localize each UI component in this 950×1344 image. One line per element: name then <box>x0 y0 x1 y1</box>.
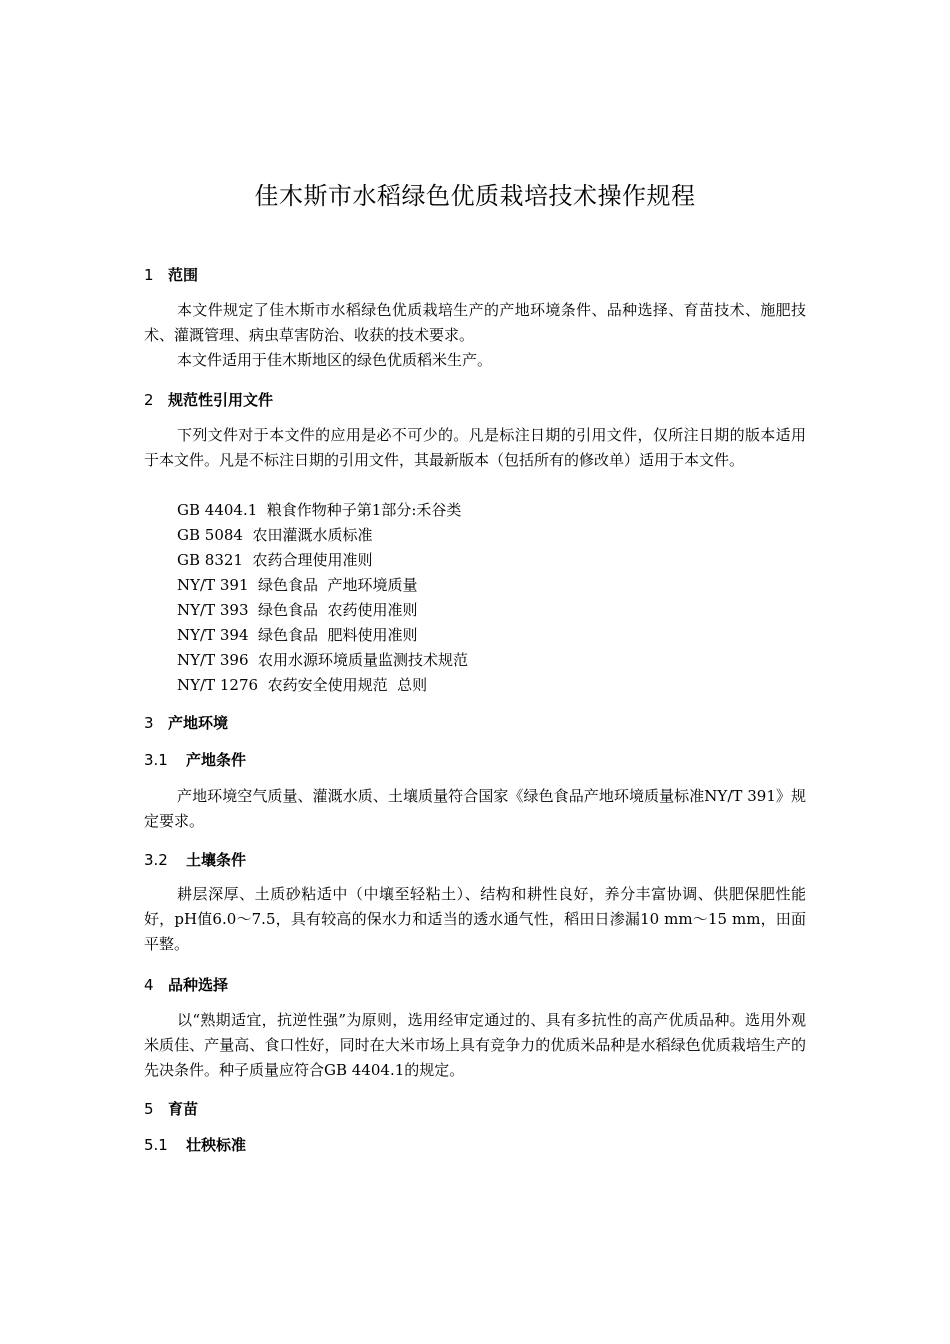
section-number: 4 <box>144 976 154 994</box>
reference-item: NY/T 1276 农药安全使用规范 总则 <box>177 676 428 694</box>
section-title: 育苗 <box>168 1100 199 1118</box>
section-5-heading <box>144 1098 198 1119</box>
section-title: 产地环境 <box>168 714 229 732</box>
section-title: 品种选择 <box>168 976 229 994</box>
section-4-heading <box>144 974 228 995</box>
reference-item: NY/T 391 绿色食品 产地环境质量 <box>177 576 418 594</box>
section-number: 3.2 <box>144 851 168 869</box>
reference-item: NY/T 394 绿色食品 肥料使用准则 <box>177 626 418 644</box>
section-2-heading <box>144 389 273 410</box>
section-title: 产地条件 <box>186 751 247 769</box>
section-title: 土壤条件 <box>186 851 247 869</box>
reference-item: GB 4404.1 粮食作物种子第1部分:禾谷类 <box>177 501 462 519</box>
section-1-paragraph-1: 本文件规定了佳木斯市水稻绿色优质栽培生产的产地环境条件、品种选择、育苗技术、施肥技术、灌溉管理、病虫草害防治、收获的技术要求。 <box>144 301 806 344</box>
section-5-1-heading <box>144 1134 246 1155</box>
section-3-2-paragraph: 耕层深厚、土质砂粘适中（中壤至轻粘土）、结构和耕性良好，养分丰富协调、供肥保肥性能好，pH值6.0～7.5，具有较高的保水力和适当的透水通气性，稻田日渗漏10 mm～15 mm，田面平整。 <box>144 885 806 953</box>
section-1-paragraph-2: 本文件适用于佳木斯地区的绿色优质稻米生产。 <box>177 351 493 369</box>
section-number: 3.1 <box>144 751 168 769</box>
section-3-1-paragraph: 产地环境空气质量、灌溉水质、土壤质量符合国家《绿色食品产地环境质量标准NY/T 391》规定要求。 <box>144 787 806 830</box>
reference-item: NY/T 396 农用水源环境质量监测技术规范 <box>177 651 469 669</box>
section-title: 壮秧标准 <box>186 1136 247 1154</box>
reference-item: NY/T 393 绿色食品 农药使用准则 <box>177 601 418 619</box>
section-4-paragraph: 以“熟期适宜，抗逆性强”为原则，选用经审定通过的、具有多抗性的高产优质品种。选用外观米质佳、产量高、食口性好，同时在大米市场上具有竞争力的优质米品种是水稻绿色优质栽培生产的先决条件。种子质量应符合GB 4404.1的规定。 <box>144 1011 806 1079</box>
section-3-heading <box>144 712 228 733</box>
section-number: 2 <box>144 391 154 409</box>
section-number: 3 <box>144 714 154 732</box>
section-1-heading <box>144 264 198 285</box>
section-3-2-heading <box>144 849 246 870</box>
section-number: 1 <box>144 266 154 284</box>
section-2-paragraph-1: 下列文件对于本文件的应用是必不可少的。凡是标注日期的引用文件，仅所注日期的版本适用于本文件。凡是不标注日期的引用文件，其最新版本（包括所有的修改单）适用于本文件。 <box>144 426 806 469</box>
section-3-1-heading <box>144 749 246 770</box>
reference-item: GB 8321 农药合理使用准则 <box>177 551 373 569</box>
reference-item: GB 5084 农田灌溉水质标准 <box>177 526 373 544</box>
section-number: 5 <box>144 1100 154 1118</box>
section-title: 范围 <box>168 266 199 284</box>
section-number: 5.1 <box>144 1136 168 1154</box>
section-title: 规范性引用文件 <box>168 391 274 409</box>
document-title: 佳木斯市水稻绿色优质栽培技术操作规程 <box>254 182 696 210</box>
